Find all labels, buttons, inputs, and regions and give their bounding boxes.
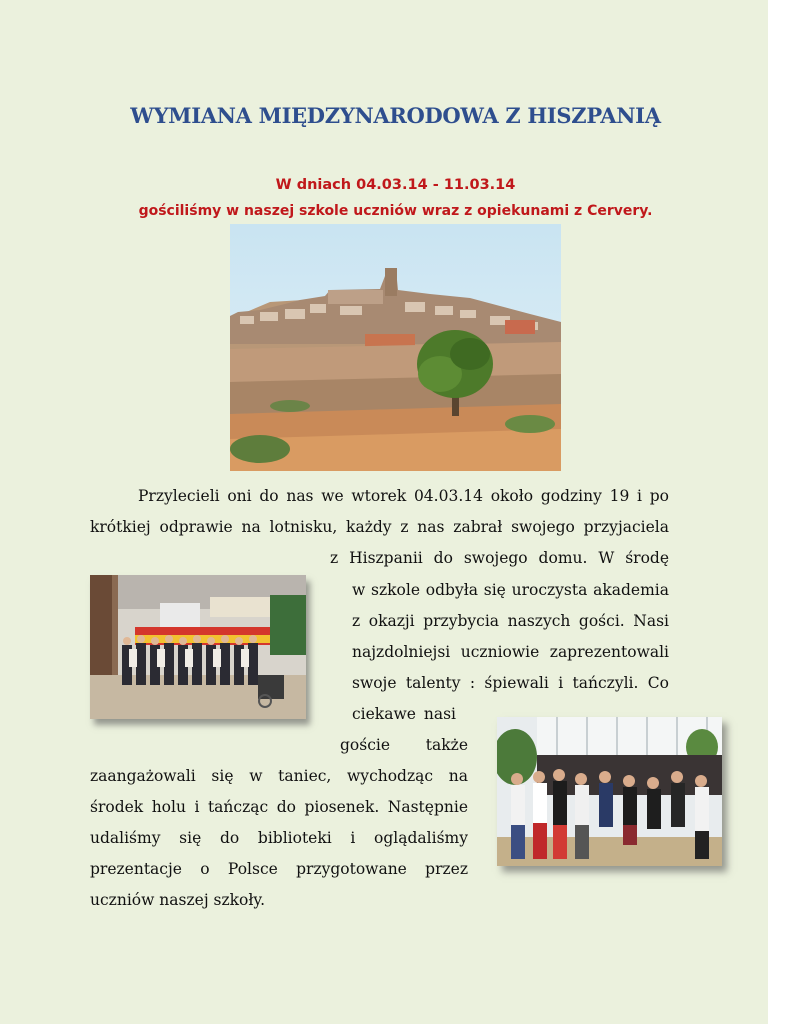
body-line-13: prezentacje o Polsce przygotowane przez	[90, 860, 468, 878]
subtitle-dates: W dniach 04.03.14 - 11.03.14	[275, 177, 516, 193]
subtitle-text: gościliśmy w naszej szkole uczniów wraz z opiekunami z Cervery.	[138, 203, 653, 219]
body-line-10: zaangażowali się w taniec, wychodząc na	[90, 767, 468, 785]
body-line-14: uczniów naszej szkoły.	[90, 891, 266, 909]
body-line-2: krótkiej odprawie na lotnisku, każdy z nas zabrał swojego przyjaciela	[90, 518, 669, 536]
body-line-6: najzdolniejsi uczniowie zaprezentowali	[352, 643, 669, 661]
body-line-7: swoje talenty : śpiewali i tańczyli. Co	[352, 674, 669, 692]
dancing-students-photo	[497, 717, 722, 866]
body-line-5: z okazji przybycia naszych gości. Nasi	[352, 612, 669, 630]
body-line-4: w szkole odbyła się uroczysta akademia	[352, 581, 669, 599]
body-line-8: ciekawe nasi	[352, 705, 456, 723]
page-title: WYMIANA MIĘDZYNARODOWA Z HISZPANIĄ	[130, 103, 661, 128]
body-line-11: środek holu i tańcząc do piosenek. Następnie	[90, 798, 468, 816]
school-assembly-photo	[90, 575, 306, 719]
body-line-12: udaliśmy się do biblioteki i oglądaliśmy	[90, 829, 468, 847]
body-line-3: z Hiszpanii do swojego domu. W środę	[330, 549, 669, 567]
body-line-9: goście także	[340, 736, 468, 754]
cervera-town-photo	[230, 224, 561, 471]
body-line-1: Przylecieli oni do nas we wtorek 04.03.14 około godziny 19 i po	[138, 487, 669, 505]
